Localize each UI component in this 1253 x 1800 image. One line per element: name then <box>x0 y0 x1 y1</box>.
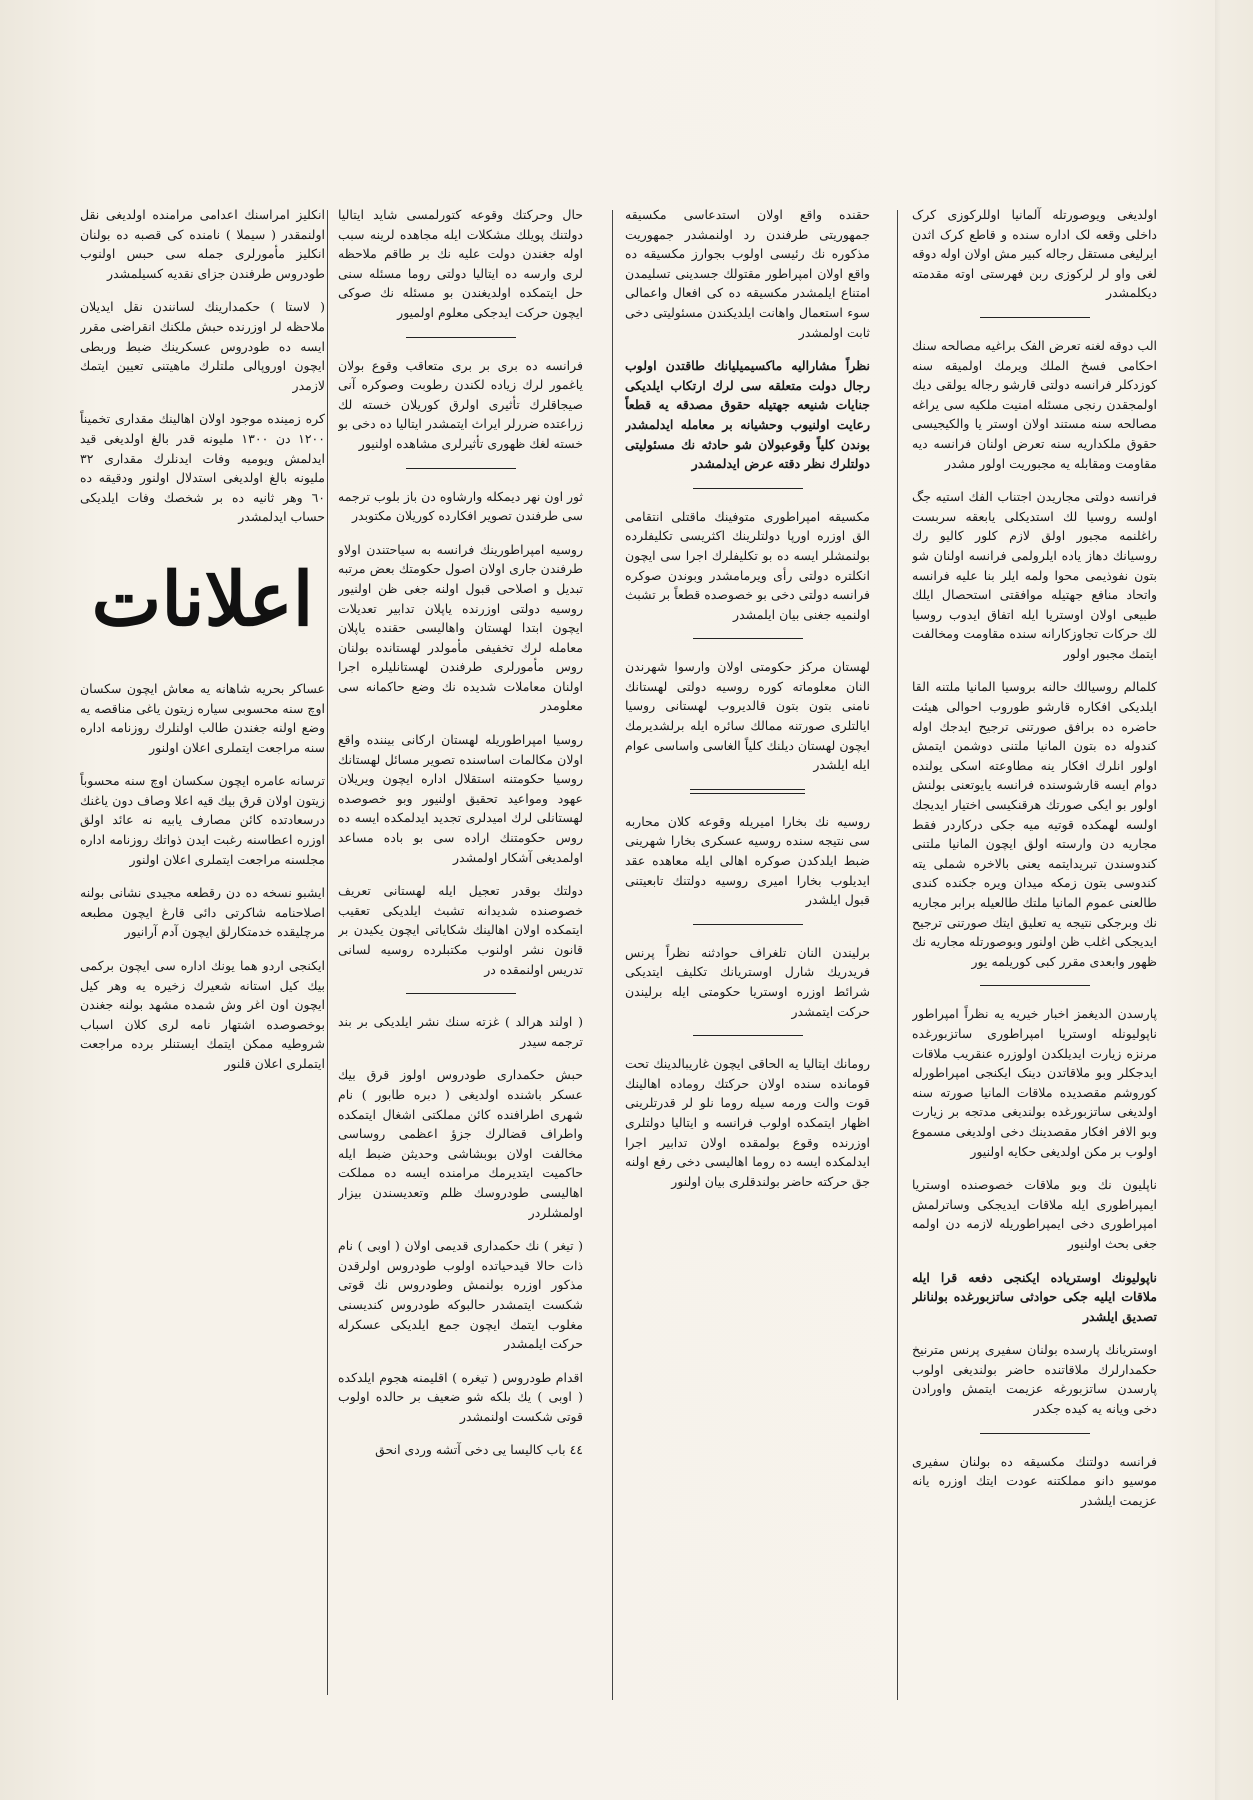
separator-rule <box>693 488 803 489</box>
announcement-item: ایشبو نسخه ده دن رقطعه مجیدی نشانی بولنه اصلاحنامه شاکرتی دائی قارغ ایچون مطبعه مرچلیقده خدمتکارلق ایچون آدم آرانیور <box>80 885 325 940</box>
column-3 <box>338 205 583 1690</box>
announcement-item: عساکر بحریه شاهانه یه معاش ایچون سکسان اوچ سنه محسوبی سیاره زیتون یاغی مناقصه یه وضع اولنه جغندن طالب اولنلرك روزنامه اداره سنه مراجعت ایتملری اعلان اولنور <box>80 680 325 755</box>
column-1-paragraph: الب دوقه لغنه تعرض الفک براغیه مصالحه سنك احکامی فسخ الملك ویرمك اولمیقه سنه کوزدکلر فرانسه دولتی قارشو رجاله یولقی دیك اولمجقدن رنجی مسئله امنیت ملکیه سی یراغه مصالحه سنه مستند اولان اوستر یا والکیجیسی حقوق ملکداریه سنه تعرض اولنان فرانسه دیه مقاومت ومقابله یه مجبوریت اولور مشدر <box>912 337 1157 471</box>
column-1-paragraph: پارسدن الدیغمز اخبار خیریه یه نظراً امپراطور ناپولیونله اوستریا امپراطوری ساتزبورغده مرنزه زیارت ایدیلکدن اولوزره عنقریب ملاقات ایدجکلر وبو ملاقاتدن دینک ایکنجی امپراطورله کوروشم مقصدیده ملاقات المانیا صورته سنه اولدیغی ساتزبورغده بولندیغی مدتجه بر زیارت وبو الافر افکار مقصدینك دخی اولدیغی مسموع اولوب بر مکن اولدیغی حکایه اولنیور <box>912 1006 1157 1159</box>
column-3-paragraph: ثور اون نهر دیمکله وارشاوه دن باز بلوب ترجمه سی طرفندن تصویر افکارده کوریلان مکتوبدر <box>338 488 583 524</box>
column-1-paragraph: فرانسه دولتنك مکسیقه ده بولنان سفیری موسیو دانو مملکتنه عودت ایتك اوزره یانه عزیمت ایلشدر <box>912 1453 1157 1508</box>
column-2-paragraph: مکسیقه امپراطوری متوفینك ماقتلی انتقامی الق اوزره اورپا دولتلرینك اکثریسی تکلیفلرده بولنمشلر ایسه ده بو تکلیفلرك اجرا سی ایچون انکلتره دولتی رأی ویرمامشدر وبوندن صوکره فرانسه دولتی دخی بو خصوصده قطعاً بر تشبث اولنمیه جغنی بیان ایلمشدر <box>625 508 870 622</box>
column-4-paragraph: انکلیز امراسنك اعدامی مرامنده اولدیغی نقل اولنمقدر ( سیملا ) نامنده کی قصبه ده بولنان انکلیز مأمورلری جمله سی حبس اولنوب طودروس طرفندن جزای نقدیه کسیلمشدر <box>80 207 325 281</box>
column-2-paragraph: رومانك ایتالیا یه الحاقی ایچون غاریبالدینك تحت قومانده سنده اولان حرکتك روماده اهالینك قوت والت ورمه سیله روما نلو لر قدرتلرینی اظهار ایتمکده اولوب فرانسه و ایتالیا دولتلری اوزرنده وقوع بولمقده اولان تدابیر اجرا ایدلمکده ایسه ده روما اهالیسی دخی رفع اولنه جق حرکته حاضر بولندقلری بیان اولنور <box>625 1056 870 1189</box>
separator-rule <box>693 638 803 639</box>
separator-rule <box>406 993 516 994</box>
column-rule-1 <box>897 210 898 1700</box>
separator-rule <box>693 924 803 925</box>
announcement-item: ترسانه عامره ایچون سکسان اوچ سنه محسوباً زیتون اولان قرق بیك قیه اعلا وصاف دون یاغنك درسعادتده کائن مصارف یابیه نه عائد اولق اوزره اعطاسنه رغبت ایدن ذواتك روزنامه اداره مجلسنه مراجعت ایتملری اعلان اولنور <box>80 773 325 867</box>
column-3-paragraph: اقدام طودروس ( تیغره ) اقلیمنه هجوم ایلدکده ( اوبی ) یك بلکه شو ضعیف بر حالده اولوب قوتی شکست اولنمشدر <box>338 1369 583 1424</box>
column-3-paragraph: روسیه امپراطورینك فرانسه به سیاحتندن اولاو طرفندن جاری اولان اصول حکومتك بعض مرتبه تبدیل و اصلاحی قبول اولنه جغی ظن اولنیور روسیه دولتی اوزرنده یاپلان تدابیر تعدیلات ایچون ابتدا لهستان واهالیسی حقنده یاپلان معامله لرك تخفیفی مأمولدر لهستانده بولنان روس مأمورلری طرفندن لهستانلیلره اجرا اولنان معاملات شدیده نك وضع حاکمانه سی معلومدر <box>338 541 583 714</box>
column-4 <box>80 205 325 1685</box>
column-3-paragraph: حبش حکمداری طودروس اولوز قرق بیك عسکر باشنده اولدیغی ( دبره طابور ) نام شهری اطرافنده کائن مملکتی اشغال ایتمکده واطراف قضالرك جزؤ اعظمی روساسی مخالفت اولان بوبشاشی وحدیثن ضبط ایله حاکمیت ایتدیرمك مرامنده ایسه ده مملکت اهالیسی طودروسك ظلم وتعدیسندن بیزار اولمشلردر <box>338 1067 583 1220</box>
column-2-paragraph: برلیندن النان تلغراف حوادثنه نظراً پرنس فریدریك شارل اوستریانك تکلیف ایتدیکی شرائط اوزره اوستریا حکومتی ایله برلیندن حرکت ایتمشدر <box>625 944 870 1019</box>
column-2 <box>625 205 870 1695</box>
column-1-paragraph: کلمالم روسیالك حالنه بروسیا المانیا ملتنه القا ایلدیکی افکاره قارشو طوروب احوالی هیئت حاضره ده برافق صورتنی ترجیح ایدجك اوله کندوله ده بتون المانیا ملتنی دوشمن ایتمش اولور انلرك افکار ینه مطاوعته اسکی یولنده دوام ایسه قارشوسنده فرانسه یایوتعنی بولنش اولور بو ایکی صورتك هرقنکیسی اختیار ایدیجك اولسه لهمکده قوتیه میه جکی درکاردر فقط مجاریه دن وارسته اولق ایچون المانیا ملتنی کندوسندن تبریدایتمه یعنی بالاخره شملی یته کندوسی بتون زمکه میدان ویره جکنده کندی طالعنی عموم المانیا ملتك طالعیله برابر مجاریه نك وبرجکی نتیجه یه تعلیق ایتك صورتنی ترجیح ایدیجکی اغلب ظن اولنور وبوصورتله مجاریه نك ظهور وابعدی مقرر کبی کوریلمه یور <box>912 679 1157 969</box>
column-3-paragraph: حال وحرکتك وقوعه کتورلمسی شاید ایتالیا دولتنك پویلك مشکلات ایله مجاهده لرینه سبب اوله جغندن دولت علیه نك بر طاقم ملاحظه لری وارسه ده ایتالیا دولتی روما مسئله سنی حل ایتمکده اولدیغندن بو مسئله نك صوکی ایچون حرکت ایدجکی معلوم اولمیور <box>338 207 583 320</box>
column-3-paragraph: ٤٤ باب کالیسا یی دخی آتشه وردی انحق <box>375 1442 583 1458</box>
separator-rule <box>980 1433 1090 1434</box>
separator-double-rule <box>690 789 805 794</box>
column-2-paragraph: حقنده واقع اولان استدعاسی مکسیقه جمهوریتی طرفندن رد اولنمشدر جمهوریت مذکوره نك رئیسی اولوب بجوارز مکسیقه ده واقع اولان امپراطور مقتولك جسدینی تسلیمدن امتناع ایلمشدر مکسیقه ده کی افعال واعمالی سوء استعمال واهانت ایلدیکندن مسئولیتی دخی ثابت اولمشدر <box>625 207 870 340</box>
column-2-paragraph: نظراً مشارالیه ماکسیمیلیانك طاقتدن اولوب رجال دولت متعلقه سی لرك ارتکاب ایلدیکی جنایات شنیعه جهتیله حقوق مصدقه یه قطعاً رعایت اولنیوب وحشیانه بر معامله ایدلمشدر بوندن کلیاً وقوعبولان شو حادثه نك مسئولیتی دولتلرك نظر دقته عرض ایدلمشدر <box>625 358 870 472</box>
column-1 <box>912 205 1157 1690</box>
column-3-paragraph: ( تیغر ) نك حکمداری قدیمی اولان ( اوبی ) نام ذات حالا قیدحیاتده اولوب طودروس اولرقدن مذکور اوزره بولنمش وطودروس نك قوتی شکست ایتمشدر حالبوکه طودروس کندیسنی مغلوب ایتمك ایچون جمع ایلدیکی عسکرله حرکت ایلمشدر <box>338 1238 583 1352</box>
separator-rule <box>406 468 516 469</box>
column-1-paragraph: ناپولیونك اوستریاده ایکنجی دفعه قرا ایله ملاقات ایلیه جکی حوادثی ساتزبورغده بولنانلر تصدیق ایلشدر <box>912 1269 1157 1324</box>
column-4-paragraph: کره زمینده موجود اولان اهالینك مقداری تخمیناً ١٢٠٠ دن ١٣٠٠ ملیونه قدر بالغ اولدیغی قید ایدلمش ویومیه وفات ایدنلرك مقداری ٣٢ ملیونه بالغ اولدیغی استدلال اولنور ودقیقه ده ٦٠ وهر ثانیه ده بر شخصك وفات ایلدیکی حساب ایدلمشدر <box>80 411 325 525</box>
column-1-paragraph: ناپلیون نك وبو ملاقات خصوصنده اوستریا ایمپراطوری ایله ملاقات ایدیجکی وساترلمش امپراطوری دخی ایمپراطوریله لازمه دن اولمه جغی بحث اولنیور <box>912 1177 1157 1251</box>
column-3-paragraph: ( اولند هرالد ) غزته سنك نشر ایلدیکی بر بند ترجمه سیدر <box>338 1014 583 1049</box>
column-3-paragraph: روسیا امپراطوریله لهستان ارکانی بیننده واقع اولان مکالمات اساسنده تصویر مسائل لهستانك روسیا حکومتنه استقلال اداره ایچون ویریلان عهود ومواعید تحقیق اولنیور وبو خصوصده لهستانلی لرك امیدلری تجدید ایدلمکده ایسه ده روس حکومتنك اراده سی بو باده مساعد اولمدیغی آشکار اولمشدر <box>338 732 583 865</box>
separator-rule <box>980 317 1090 318</box>
column-3-paragraph: فرانسه ده بری بر بری متعاقب وقوع بولان یاغمور لرك زیاده لکندن رطوبت وصوکره آنی صیجاقلرك تأثیری اولرق کوریلان خسته لك زراعتده ضررلر ایراث ایتمشدر ایتالیا ده دخی بو خسته لغك ظهوری تأثیرلری مشاهده اولنیور <box>338 357 583 451</box>
column-4-paragraph: ( لاستا ) حکمدارینك لسانندن نقل ایدیلان ملاحظه لر اوزرنده حبش ملکنك انقراضی مقرر ایسه ده طودروس عسکرینك ضبط وربطی ایچون اوروپالی ملتلرك ماهیتنی تعیین ایتمك لازمدر <box>80 299 325 393</box>
announcement-item: ایکنجی اردو هما یونك اداره سی ایچون برکمی بیك کیل استانه شعیرك زخیره یه وهر کیل ایچون اون اغر وش شمده مشهد بولنه جغندن بوخصوصده اشتهار نامه لری کلان اسباب شروطیه ممکن ایتمك ایستنلر برده مراجعت ایتملری اعلان قلنور <box>80 958 325 1071</box>
separator-rule <box>406 337 516 338</box>
column-rule-2 <box>612 210 613 1700</box>
column-1-paragraph: اولدیغی ویوصورتله آلمانیا اوللرکوزی کرک داخلی وقعه لک اداره سنده و قاطع کرک اثدن ایرلیغی مستقل رجاله کبیر مش اولان اوله دوقه لغی واو لر لرکوزی ربن فهرستی اوته مقدمته دیکلمشدر <box>912 207 1157 301</box>
separator-rule <box>693 1035 803 1036</box>
column-1-paragraph: اوستریانك پارسده بولنان سفیری پرنس مترنیخ حکمدارلرك ملاقاتنده حاضر بولندیغی اولوب پارسدن ساتزبورغه عزیمت ایتمش واورادن دخی ویانه یه کیده جکدر <box>912 1342 1157 1417</box>
separator-rule <box>980 985 1090 986</box>
column-rule-3 <box>327 210 328 1695</box>
column-3-paragraph: دولتك بوقدر تعجیل ایله لهستانی تعریف خصوصنده شدیدانه تشبث ایلدیکی تعقیب ایتمکده اولان اهالینك شکایاتی ایچون یکیدن بر قانون نشر اولنوب مکتبلرده روسیه لسانی تدریس اولنمقده در <box>338 883 583 977</box>
column-2-paragraph: روسیه نك بخارا امیریله وقوعه کلان محاربه سی نتیجه سنده روسیه عسکری بخارا شهرینی ضبط ایلدکدن صوکره اهالی ایله معاهده عقد ایدیلوب بخارا امیری روسیه دولتنك تابعیتنی قبول ایلشدر <box>625 813 870 908</box>
column-2-paragraph: لهستان مرکز حکومتی اولان وارسوا شهرندن النان معلوماته کوره روسیه دولتی لهستانك نامنی بتون بتون قالدیروب لهستانی روسیا ایالتلری صورتنه ممالك سائره ایله برلشدیرمك ایچون لهستان دیلنك کلیاً الغاسی واساسی عوام ایله ایلشدر <box>625 659 870 773</box>
announcements-heading: اعلانات <box>91 556 314 643</box>
column-1-paragraph: فرانسه دولتی مجاریدن اجتناب الفك استیه جگ اولسه روسیا لك استدیکلی یابعقه سربست راغلنمه مجبور اولق لازم کلور کالیو رك روسیانك دهاز یاده ایلرولمی فرانسه اولنان شو بتون نفوذیمی محوا ولمه ایلر بنا علیه فرانسه واتحاد منافع جهتیله موافقتی استحصال ایلك طبیعی اولان اوستریا ایله اتفاق ایدوب روسیا لك حرکات تجاوزکارانه سنده مقاومت ومخالفت ایتمك مجبور اولور <box>912 489 1157 661</box>
page-fold-shadow <box>1215 0 1221 1800</box>
